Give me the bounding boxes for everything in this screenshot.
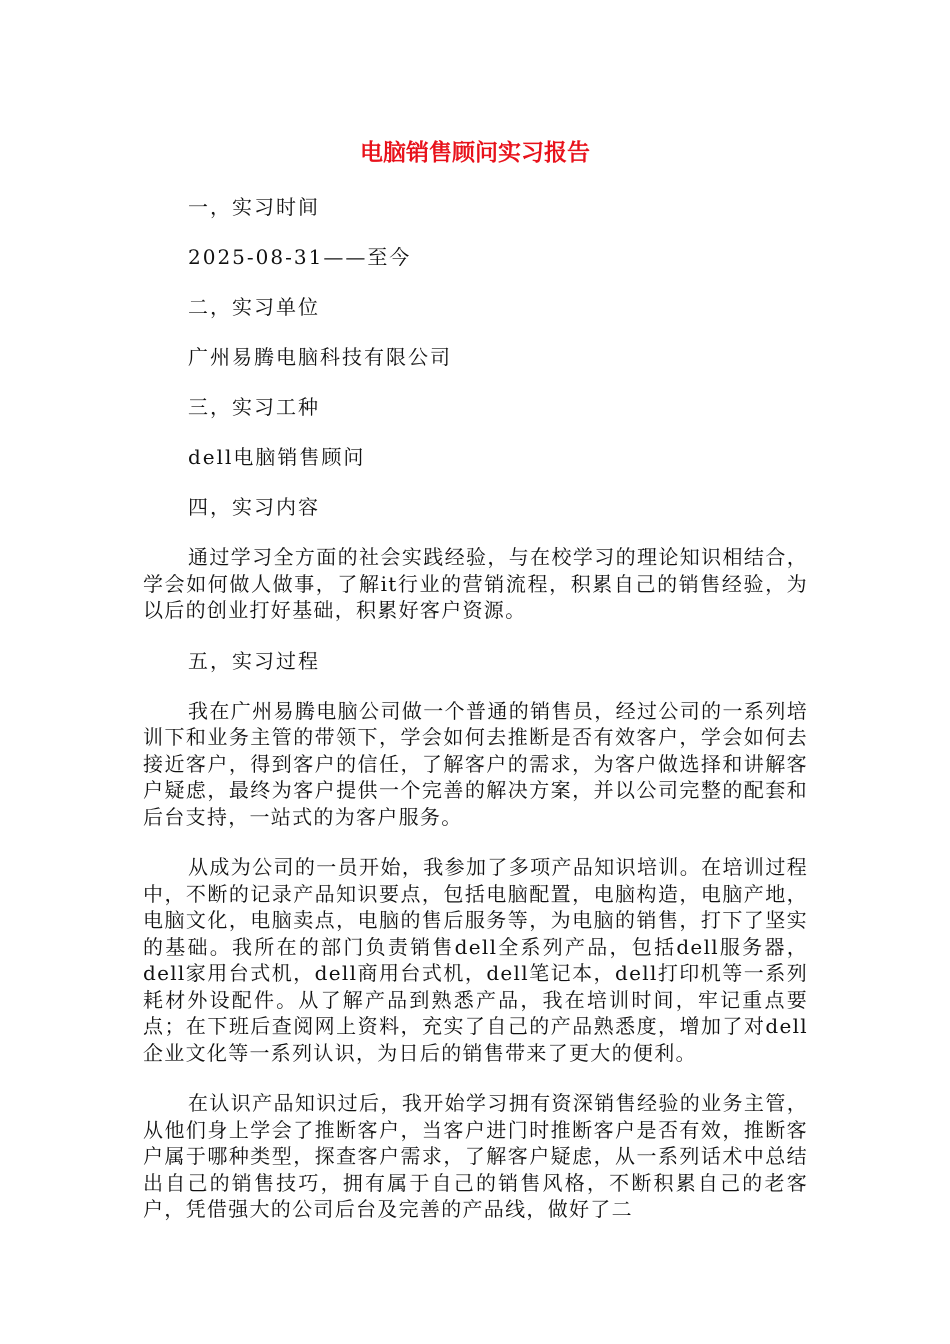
document-title: 电脑销售顾问实习报告 bbox=[360, 140, 590, 166]
document-body bbox=[143, 194, 808, 1247]
section-heading-time: 一，实习时间 bbox=[188, 195, 320, 219]
paragraph-process-1: 我在广州易腾电脑公司做一个普通的销售员，经过公司的一系列培训下和业务主管的带领下，学会如何去推断是否有效客户，学会如何去接近客户，得到客户的信任，了解客户的需求，为客户做选择和讲解客户疑虑，最终为客户提供一个完善的解决方案，并以公司完整的配套和后台支持，一站式的为客户服务。 bbox=[143, 698, 808, 829]
paragraph-content: 通过学习全方面的社会实践经验，与在校学习的理论知识相结合，学会如何做人做事，了解it行业的营销流程，积累自己的销售经验，为以后的创业打好基础，积累好客户资源。 bbox=[143, 545, 808, 622]
paragraph-process-3: 在认识产品知识过后，我开始学习拥有资深销售经验的业务主管，从他们身上学会了推断客户，当客户进门时推断客户是否有效，推断客户属于哪种类型，探查客户需求，了解客户疑虑，从一系列话术中总结出自己的销售技巧，拥有属于自己的销售风格，不断积累自己的老客户，凭借强大的公司后台及完善的产品线，做好了二 bbox=[143, 1091, 808, 1221]
section-heading-unit: 二，实习单位 bbox=[188, 295, 320, 319]
section-heading-content: 四，实习内容 bbox=[188, 495, 320, 519]
job-title: dell电脑销售顾问 bbox=[188, 445, 366, 469]
section-heading-process: 五，实习过程 bbox=[188, 648, 320, 673]
internship-date: 2025-08-31——至今 bbox=[188, 245, 412, 269]
section-heading-job: 三，实习工种 bbox=[188, 395, 320, 419]
paragraph-process-2: 从成为公司的一员开始，我参加了多项产品知识培训。在培训过程中，不断的记录产品知识要点，包括电脑配置，电脑构造，电脑产地，电脑文化，电脑卖点，电脑的售后服务等，为电脑的销售，打下了坚实的基础。我所在的部门负责销售dell全系列产品，包括dell服务器，dell家用台式机，dell商用台式机，dell笔记本，dell打印机等一系列耗材外设配件。从了解产品到熟悉产品，我在培训时间，牢记重点要点；在下班后查阅网上资料，充实了自己的产品熟悉度，增加了对dell企业文化等一系列认识，为日后的销售带来了更大的便利。 bbox=[143, 855, 808, 1065]
company-name: 广州易腾电脑科技有限公司 bbox=[188, 345, 452, 369]
